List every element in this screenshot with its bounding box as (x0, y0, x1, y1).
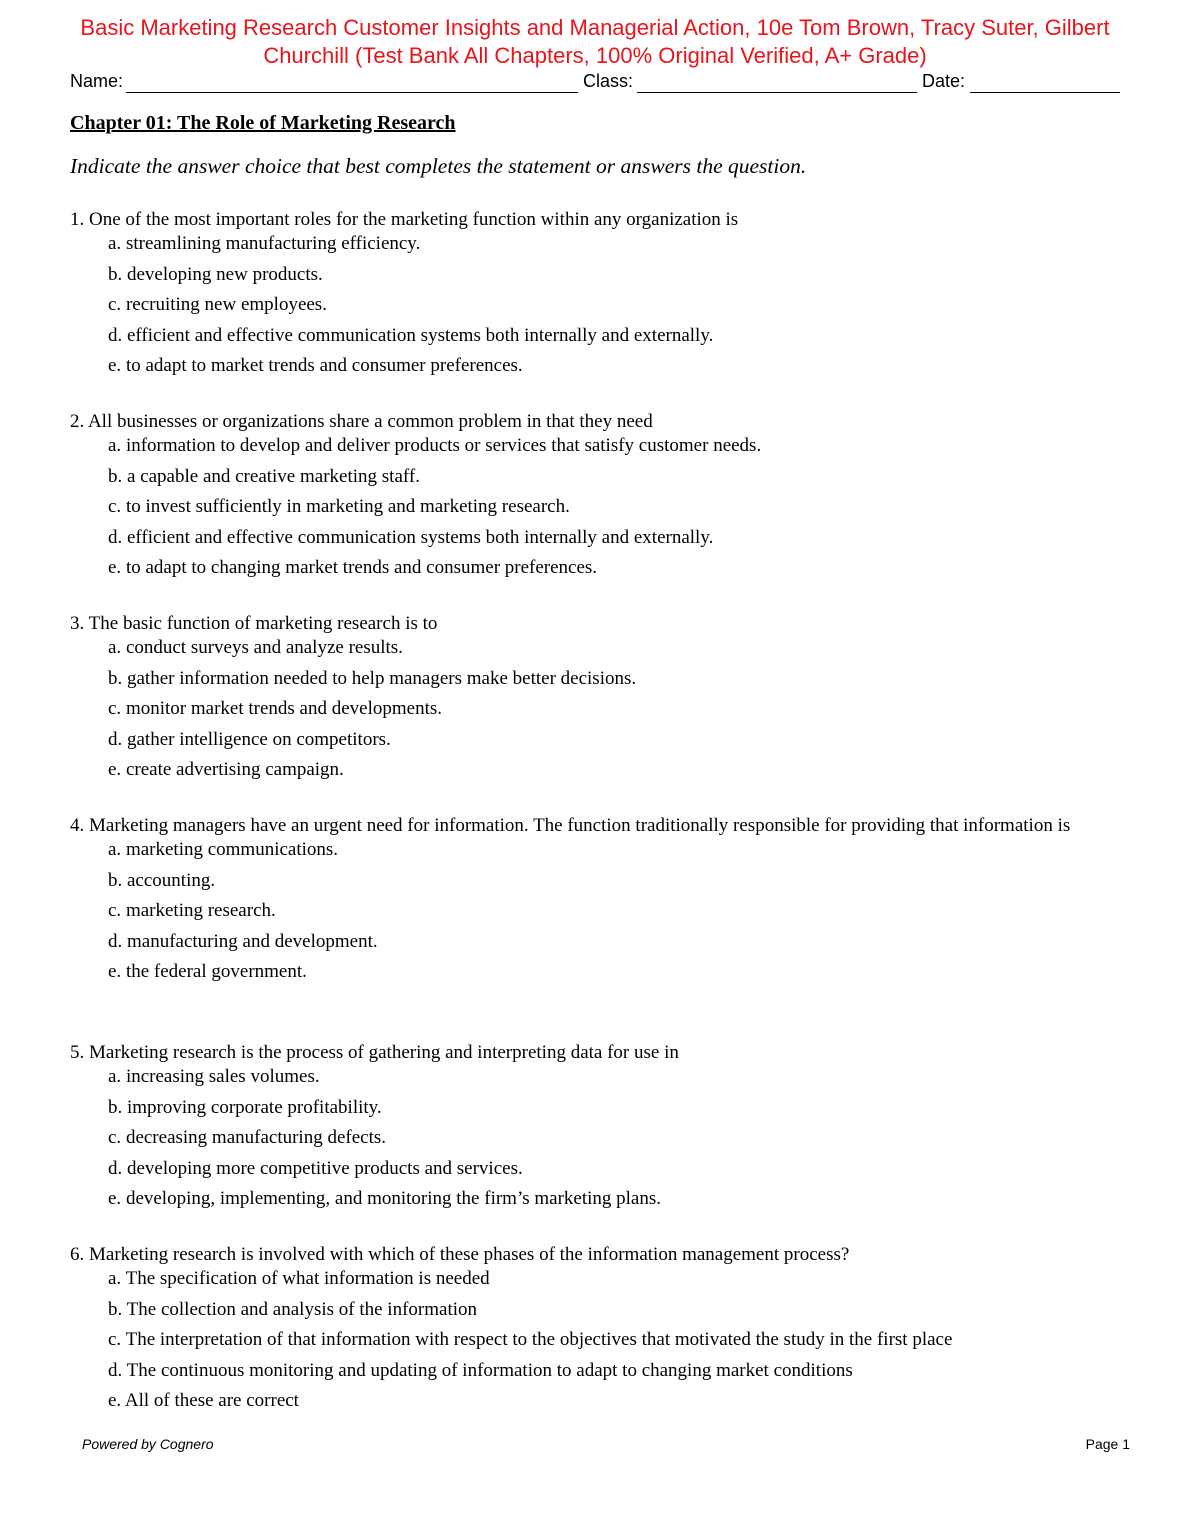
answer-option-d[interactable] (70, 525, 1130, 556)
date-label: Date: (922, 71, 966, 91)
answer-option-b[interactable] (70, 1297, 1130, 1328)
answer-option-c[interactable] (70, 696, 1130, 727)
option-text: efficient and effective communication systems both internally and externally. (127, 526, 714, 548)
option-letter: d. (108, 526, 123, 548)
option-letter: a. (108, 839, 122, 860)
answer-option-c[interactable] (70, 494, 1130, 525)
option-text: conduct surveys and analyze results. (125, 637, 403, 658)
answer-option-a[interactable] (70, 1064, 1130, 1095)
answer-option-e[interactable] (70, 555, 1130, 586)
banner-line-2: Churchill (Test Bank All Chapters, 100% Original Verified, A+ Grade) (263, 43, 927, 68)
answer-option-a[interactable] (70, 635, 1130, 666)
option-letter: e. (108, 1188, 122, 1209)
answer-option-d[interactable] (70, 727, 1130, 758)
option-letter: c. (108, 1329, 122, 1350)
class-blank[interactable] (637, 92, 917, 93)
name-blank[interactable] (126, 92, 578, 93)
option-text: the federal government. (125, 961, 307, 982)
option-text: marketing research. (125, 900, 276, 921)
option-letter: e. (108, 557, 122, 578)
option-letter: c. (108, 294, 122, 315)
option-text: improving corporate profitability. (127, 1096, 382, 1118)
question-5 (70, 1041, 1130, 1217)
question-2 (70, 410, 1130, 586)
question-stem: 6. Marketing research is involved with which of these phases of the information management process? (70, 1244, 850, 1265)
option-letter: e. (108, 961, 122, 982)
answer-option-e[interactable] (70, 1186, 1130, 1217)
option-text: developing new products. (127, 263, 323, 285)
option-text: marketing communications. (125, 839, 339, 860)
page-number: Page 1 (1085, 1436, 1130, 1452)
class-label: Class: (583, 71, 634, 91)
answer-option-a[interactable] (70, 433, 1130, 464)
question-stem: 1. One of the most important roles for the marketing function within any organization is (70, 209, 739, 230)
option-letter: c. (108, 698, 122, 719)
option-text: to adapt to market trends and consumer preferences. (125, 355, 523, 376)
answer-option-b[interactable] (70, 666, 1130, 697)
question-stem: 2. All businesses or organizations share a common problem in that they need (70, 411, 653, 432)
question-1 (70, 208, 1130, 384)
option-letter: a. (108, 435, 122, 456)
option-letter: b. (108, 1096, 123, 1118)
option-letter: a. (108, 1268, 122, 1289)
question-4 (70, 814, 1130, 990)
answer-option-d[interactable] (70, 1358, 1130, 1389)
option-text: recruiting new employees. (125, 294, 327, 315)
answer-option-a[interactable] (70, 1266, 1130, 1297)
answer-option-e[interactable] (70, 959, 1130, 990)
option-text: gather intelligence on competitors. (127, 728, 391, 750)
option-text: create advertising campaign. (125, 759, 344, 780)
answer-option-c[interactable] (70, 898, 1130, 929)
option-text: information to develop and deliver products or services that satisfy customer needs. (125, 435, 762, 456)
question-stem: 5. Marketing research is the process of gathering and interpreting data for use in (70, 1042, 679, 1063)
option-text: streamlining manufacturing efficiency. (125, 233, 421, 254)
option-letter: e. (108, 355, 122, 376)
option-letter: d. (108, 324, 123, 346)
answer-option-b[interactable] (70, 1095, 1130, 1126)
option-text: decreasing manufacturing defects. (125, 1127, 387, 1148)
option-text: gather information needed to help managers make better decisions. (127, 667, 637, 689)
option-text: developing, implementing, and monitoring the firm’s marketing plans. (125, 1188, 662, 1209)
option-letter: b. (108, 263, 123, 285)
option-letter: b. (108, 869, 123, 891)
instructions: Indicate the answer choice that best completes the statement or answers the question. (70, 154, 807, 178)
answer-option-b[interactable] (70, 464, 1130, 495)
answer-option-d[interactable] (70, 929, 1130, 960)
option-text: accounting. (127, 869, 216, 891)
option-text: developing more competitive products and services. (127, 1157, 523, 1179)
option-text: efficient and effective communication systems both internally and externally. (127, 324, 714, 346)
option-text: increasing sales volumes. (125, 1066, 320, 1087)
option-letter: d. (108, 930, 123, 952)
option-letter: a. (108, 233, 122, 254)
document-banner (20, 14, 1170, 70)
option-letter: b. (108, 1298, 123, 1320)
question-stem: 4. Marketing managers have an urgent need for information. The function traditionally responsible for providing that information is (70, 815, 1071, 836)
answer-option-c[interactable] (70, 1327, 1130, 1358)
question-6 (70, 1243, 1130, 1419)
option-text: The specification of what information is needed (125, 1268, 490, 1289)
answer-option-d[interactable] (70, 323, 1130, 354)
answer-option-c[interactable] (70, 1125, 1130, 1156)
option-letter: c. (108, 1127, 122, 1148)
student-info-fields (70, 70, 1122, 96)
powered-by-footer: Powered by Cognero (82, 1436, 214, 1452)
option-text: The continuous monitoring and updating of information to adapt to changing market conditions (126, 1359, 853, 1381)
answer-option-e[interactable] (70, 1388, 1130, 1419)
option-letter: c. (108, 900, 122, 921)
option-text: to adapt to changing market trends and consumer preferences. (125, 557, 598, 578)
option-text: The interpretation of that information with respect to the objectives that motivated the study in the first place (125, 1329, 953, 1350)
option-letter: a. (108, 1066, 122, 1087)
option-letter: a. (108, 637, 122, 658)
answer-option-a[interactable] (70, 837, 1130, 868)
answer-option-b[interactable] (70, 868, 1130, 899)
option-text: to invest sufficiently in marketing and marketing research. (125, 496, 570, 517)
name-label: Name: (70, 71, 124, 91)
option-letter: c. (108, 496, 122, 517)
answer-option-e[interactable] (70, 757, 1130, 788)
option-letter: e. (108, 1390, 122, 1411)
option-text: manufacturing and development. (127, 930, 378, 952)
option-text: monitor market trends and developments. (125, 698, 442, 719)
option-text: The collection and analysis of the information (126, 1298, 478, 1320)
option-text: All of these are correct (124, 1390, 299, 1411)
option-letter: d. (108, 1359, 123, 1381)
question-stem: 3. The basic function of marketing research is to (70, 613, 438, 634)
chapter-title: Chapter 01: The Role of Marketing Research (70, 112, 456, 134)
date-blank[interactable] (970, 92, 1120, 93)
option-letter: b. (108, 667, 123, 689)
option-letter: b. (108, 465, 123, 487)
option-letter: d. (108, 728, 123, 750)
answer-option-e[interactable] (70, 353, 1130, 384)
answer-option-d[interactable] (70, 1156, 1130, 1187)
answer-option-a[interactable] (70, 231, 1130, 262)
option-letter: d. (108, 1157, 123, 1179)
banner-line-1: Basic Marketing Research Customer Insights and Managerial Action, 10e Tom Brown, Tracy Suter, Gilbert (80, 15, 1110, 40)
answer-option-c[interactable] (70, 292, 1130, 323)
option-text: a capable and creative marketing staff. (127, 465, 420, 487)
question-3 (70, 612, 1130, 788)
option-letter: e. (108, 759, 122, 780)
answer-option-b[interactable] (70, 262, 1130, 293)
